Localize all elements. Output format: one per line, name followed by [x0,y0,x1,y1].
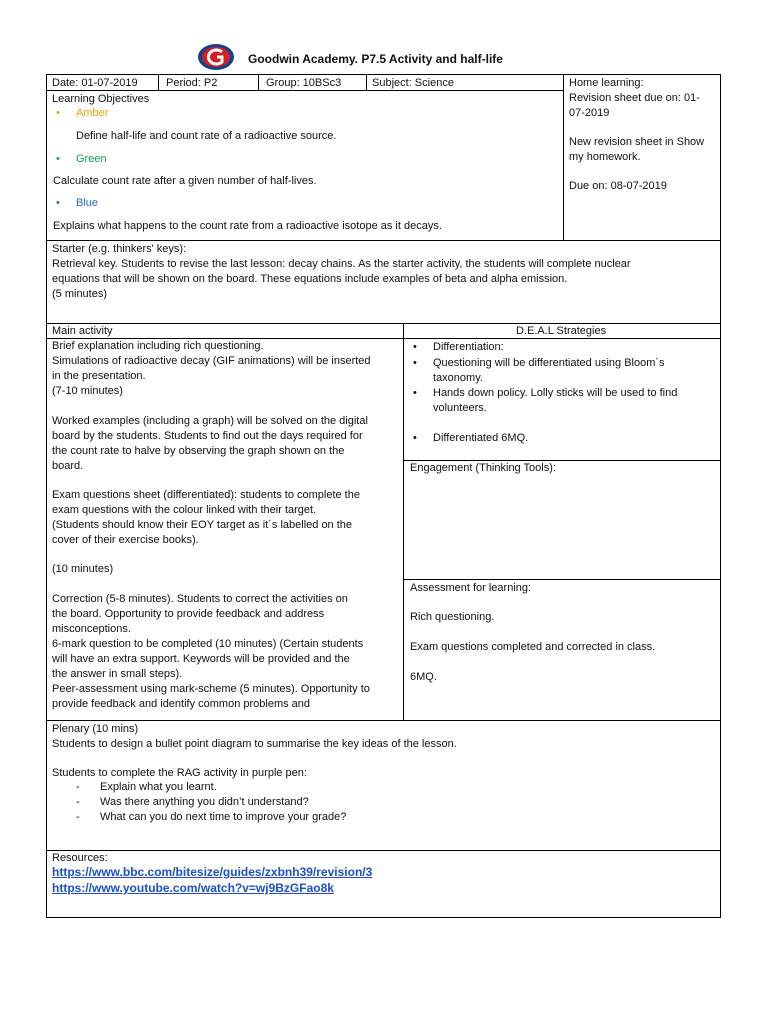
table-line [46,720,721,721]
objectives-heading: Learning Objectives [52,93,150,105]
resources-heading: Resources: [52,852,108,864]
table-line [403,579,721,580]
objective-blue-text: Explains what happens to the count rate from a radioactive isotope as it decays. [53,220,442,232]
starter-heading: Starter (e.g. thinkers' keys): [52,243,187,255]
main-activity-text: (10 minutes) [52,563,114,575]
plenary-list-item: - Was there anything you didn’t understand? [100,795,309,810]
assessment-heading: Assessment for learning: [410,582,532,594]
main-activity-text: the count rate to halve by observing the graph shown on the [52,445,345,457]
plenary-text: Students to complete the RAG activity in purple pen: [52,767,307,779]
table-line [258,74,259,90]
period-cell: Period: P2 [166,77,218,89]
table-border-bottom [46,917,721,918]
main-activity-text: Peer-assessment using mark-scheme (5 minutes). Opportunity to [52,683,370,695]
main-activity-text: Brief explanation including rich questioning. [52,340,264,352]
main-activity-text: Simulations of radioactive decay (GIF animations) will be inserted [52,355,371,367]
table-line [46,240,721,241]
plenary-heading: Plenary (10 mins) [52,723,139,735]
starter-text: (5 minutes) [52,288,108,300]
deal-item: taxonomy. [433,372,483,384]
table-line [366,74,367,90]
table-border-right [720,74,721,918]
date-cell: Date: 01-07-2019 [52,77,138,89]
deal-item: • Hands down policy. Lolly sticks will be used to find [433,386,677,401]
group-cell: Group: 10BSc3 [266,77,342,89]
home-learning-new-line: my homework. [569,151,641,163]
resource-link-youtube[interactable]: https://www.youtube.com/watch?v=wj9BzGFao8k [52,881,334,895]
plenary-list-item: - What can you do next time to improve your grade? [100,810,346,825]
table-line [403,323,404,720]
main-activity-text: in the presentation. [52,370,146,382]
home-learning-new-line: New revision sheet in Show [569,136,705,148]
assessment-text: 6MQ. [410,671,437,683]
table-line [46,850,721,851]
table-line [158,74,159,90]
main-activity-text: the answer in small steps). [52,668,183,680]
home-learning-due-line: 07-2019 [569,107,610,119]
home-learning-due-line: Revision sheet due on: 01- [569,92,700,104]
deal-item: • Differentiated 6MQ. [433,431,528,446]
starter-text: equations that will be shown on the board. These equations include examples of beta and alpha emission. [52,273,568,285]
page-title: Goodwin Academy. P7.5 Activity and half-life [248,52,503,66]
table-border-left [46,74,47,918]
objective-blue-label: • Blue [76,196,98,211]
subject-cell: Subject: Science [372,77,454,89]
resource-link-bbc[interactable]: https://www.bbc.com/bitesize/guides/zxbnh39/revision/3 [52,865,373,879]
academy-logo [196,42,236,72]
plenary-text: Students to design a bullet point diagram to summarise the key ideas of the lesson. [52,738,457,750]
objective-green-label: • Green [76,152,107,167]
main-activity-text: will have an extra support. Keywords will be provided and the [52,653,350,665]
objective-amber-text: Define half-life and count rate of a radioactive source. [76,130,337,142]
deal-item: • Differentiation: [433,340,504,355]
main-activity-text: board by the students. Students to find out the days required for [52,430,363,442]
table-line [563,74,564,241]
main-activity-text: Correction (5-8 minutes). Students to correct the activities on [52,593,348,605]
deal-item: volunteers. [433,402,487,414]
objective-green-text: Calculate count rate after a given number of half-lives. [53,175,317,187]
main-activity-text: board. [52,460,84,472]
main-activity-text: 6-mark question to be completed (10 minutes) (Certain students [52,638,364,650]
main-activity-text: provide feedback and identify common problems and [52,698,311,710]
objective-amber-label: • Amber [76,106,108,121]
main-activity-text: (7-10 minutes) [52,385,123,397]
main-activity-text: the board. Opportunity to provide feedback and address [52,608,325,620]
home-learning-due-on: Due on: 08-07-2019 [569,180,667,192]
main-activity-text: cover of their exercise books). [52,534,199,546]
engagement-heading: Engagement (Thinking Tools): [410,462,556,474]
deal-heading: D.E.A.L Strategies [516,325,607,337]
home-learning-heading: Home learning: [569,77,644,89]
table-border-top [46,74,721,75]
main-activity-text: Worked examples (including a graph) will be solved on the digital [52,415,368,427]
table-line [46,323,721,324]
assessment-text: Exam questions completed and corrected in class. [410,641,656,653]
main-activity-text: (Students should know their EOY target as it´s labelled on the [52,519,353,531]
main-activity-heading: Main activity [52,325,113,337]
main-activity-text: Exam questions sheet (differentiated): students to complete the [52,489,360,501]
main-activity-text: exam questions with the colour linked with their target. [52,504,317,516]
deal-item: • Questioning will be differentiated using Bloom´s [433,356,665,371]
assessment-text: Rich questioning. [410,611,495,623]
main-activity-text: misconceptions. [52,623,131,635]
plenary-list-item: - Explain what you learnt. [100,780,217,795]
starter-text: Retrieval key. Students to revise the last lesson: decay chains. As the starter activity, the students will complete nuclear [52,258,631,270]
